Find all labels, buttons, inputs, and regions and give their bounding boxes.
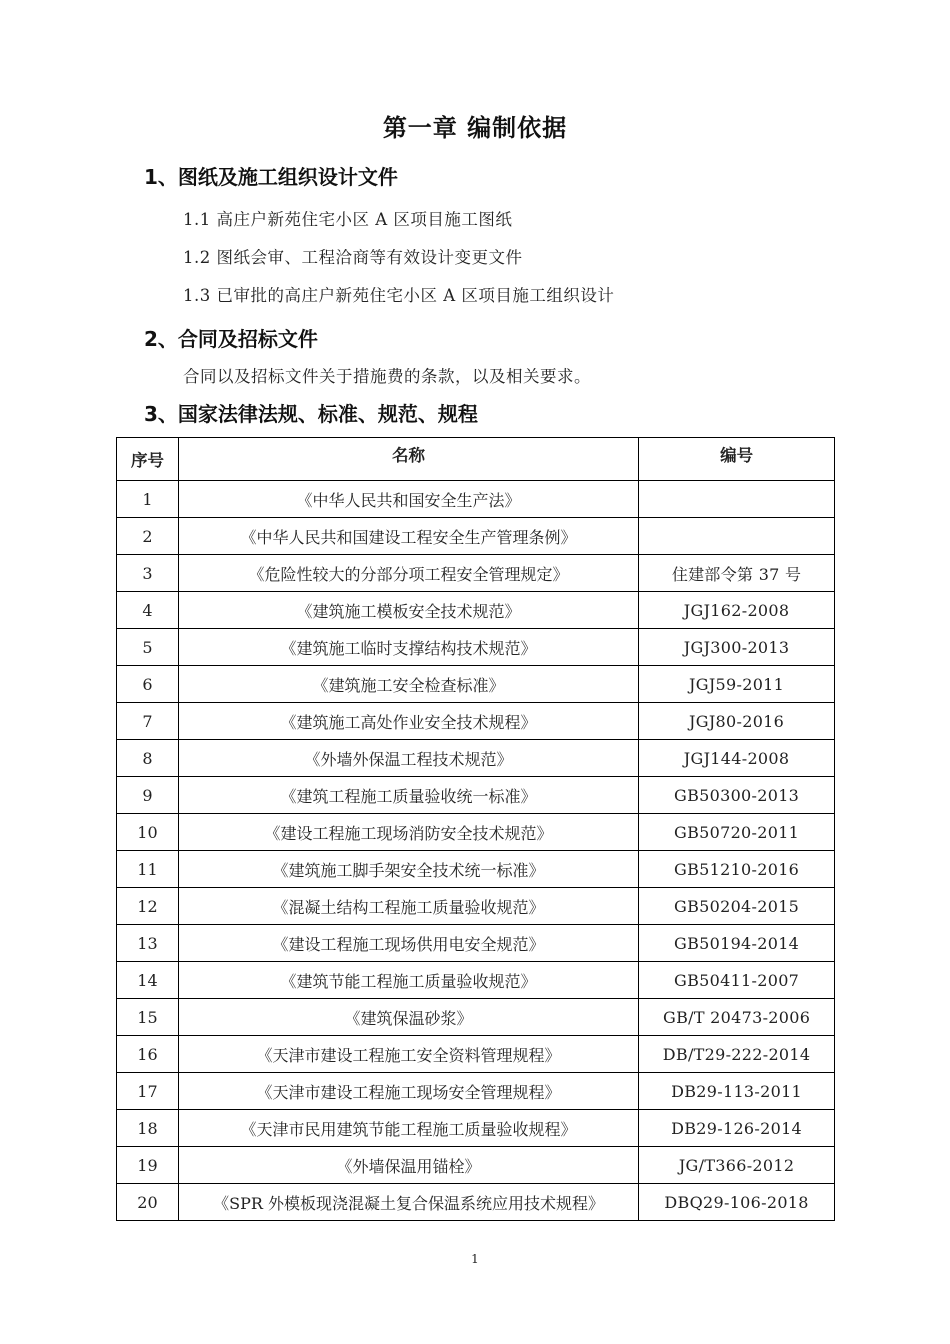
- cell-index: 19: [117, 1147, 179, 1184]
- cell-code: GB50300-2013: [639, 777, 835, 814]
- section-heading-drawings: 1、图纸及施工组织设计文件: [144, 165, 398, 189]
- table-row: [117, 851, 835, 888]
- cell-name: 《建筑施工脚手架安全技术统一标准》: [178, 851, 638, 888]
- cell-index: 11: [117, 851, 179, 888]
- cell-name: 《外墙外保温工程技术规范》: [178, 740, 638, 777]
- table-row: [117, 888, 835, 925]
- cell-code: [639, 481, 835, 518]
- cell-index: 2: [117, 518, 179, 555]
- cell-code: [639, 518, 835, 555]
- column-header-index: 序号: [117, 438, 179, 481]
- table-row: [117, 962, 835, 999]
- cell-index: 18: [117, 1110, 179, 1147]
- section-heading-regulations: 3、国家法律法规、标准、规范、规程: [144, 402, 478, 426]
- cell-name: 《建筑节能工程施工质量验收规范》: [178, 962, 638, 999]
- cell-code: GB/T 20473-2006: [639, 999, 835, 1036]
- table-row: [117, 555, 835, 592]
- cell-code: DB29-113-2011: [639, 1073, 835, 1110]
- cell-code: JGJ144-2008: [639, 740, 835, 777]
- table-row: [117, 629, 835, 666]
- cell-name: 《建筑保温砂浆》: [178, 999, 638, 1036]
- cell-index: 15: [117, 999, 179, 1036]
- cell-name: 《中华人民共和国建设工程安全生产管理条例》: [178, 518, 638, 555]
- cell-index: 9: [117, 777, 179, 814]
- cell-name: 《中华人民共和国安全生产法》: [178, 481, 638, 518]
- cell-index: 12: [117, 888, 179, 925]
- list-item: 1.1 高庄户新苑住宅小区 A 区项目施工图纸: [183, 210, 513, 229]
- table-row: [117, 1147, 835, 1184]
- cell-name: 《外墙保温用锚栓》: [178, 1147, 638, 1184]
- cell-name: 《建筑工程施工质量验收统一标准》: [178, 777, 638, 814]
- cell-code: JG/T366-2012: [639, 1147, 835, 1184]
- cell-name: 《建筑施工模板安全技术规范》: [178, 592, 638, 629]
- cell-index: 8: [117, 740, 179, 777]
- section-heading-contract: 2、合同及招标文件: [144, 327, 318, 351]
- table-body: [117, 481, 835, 1221]
- cell-name: 《建筑施工临时支撑结构技术规范》: [178, 629, 638, 666]
- cell-index: 5: [117, 629, 179, 666]
- table-row: [117, 518, 835, 555]
- table-row: [117, 1073, 835, 1110]
- chapter-title: 第一章 编制依据: [382, 114, 568, 142]
- cell-name: 《建设工程施工现场消防安全技术规范》: [178, 814, 638, 851]
- table-row: [117, 925, 835, 962]
- cell-index: 10: [117, 814, 179, 851]
- table-header-row: [117, 438, 835, 481]
- cell-code: GB50411-2007: [639, 962, 835, 999]
- cell-code: 住建部令第 37 号: [639, 555, 835, 592]
- cell-name: 《建筑施工安全检查标准》: [178, 666, 638, 703]
- list-item: 1.3 已审批的高庄户新苑住宅小区 A 区项目施工组织设计: [183, 286, 615, 305]
- cell-name: 《天津市建设工程施工安全资料管理规程》: [178, 1036, 638, 1073]
- cell-code: JGJ59-2011: [639, 666, 835, 703]
- cell-code: DB/T29-222-2014: [639, 1036, 835, 1073]
- table-row: [117, 703, 835, 740]
- standards-table: [116, 437, 835, 1221]
- list-item: 1.2 图纸会审、工程洽商等有效设计变更文件: [183, 248, 523, 267]
- cell-code: JGJ162-2008: [639, 592, 835, 629]
- cell-name: 《建设工程施工现场供用电安全规范》: [178, 925, 638, 962]
- table-row: [117, 777, 835, 814]
- cell-index: 3: [117, 555, 179, 592]
- paragraph: 合同以及招标文件关于措施费的条款，以及相关要求。: [183, 367, 591, 386]
- table-row: [117, 592, 835, 629]
- cell-code: JGJ300-2013: [639, 629, 835, 666]
- table-row: [117, 999, 835, 1036]
- cell-index: 20: [117, 1184, 179, 1221]
- cell-name: 《SPR 外模板现浇混凝土复合保温系统应用技术规程》: [178, 1184, 638, 1221]
- cell-code: DB29-126-2014: [639, 1110, 835, 1147]
- cell-code: GB50194-2014: [639, 925, 835, 962]
- cell-code: GB50204-2015: [639, 888, 835, 925]
- cell-name: 《天津市民用建筑节能工程施工质量验收规程》: [178, 1110, 638, 1147]
- cell-index: 4: [117, 592, 179, 629]
- cell-name: 《危险性较大的分部分项工程安全管理规定》: [178, 555, 638, 592]
- cell-index: 7: [117, 703, 179, 740]
- cell-name: 《混凝土结构工程施工质量验收规范》: [178, 888, 638, 925]
- cell-index: 13: [117, 925, 179, 962]
- cell-name: 《天津市建设工程施工现场安全管理规程》: [178, 1073, 638, 1110]
- column-header-name: 名称: [178, 438, 638, 481]
- table-row: [117, 1036, 835, 1073]
- column-header-code: 编号: [639, 438, 835, 481]
- table-row: [117, 814, 835, 851]
- cell-name: 《建筑施工高处作业安全技术规程》: [178, 703, 638, 740]
- cell-index: 1: [117, 481, 179, 518]
- cell-code: JGJ80-2016: [639, 703, 835, 740]
- table-row: [117, 1110, 835, 1147]
- cell-code: GB51210-2016: [639, 851, 835, 888]
- cell-index: 6: [117, 666, 179, 703]
- table-row: [117, 740, 835, 777]
- cell-code: GB50720-2011: [639, 814, 835, 851]
- cell-code: DBQ29-106-2018: [639, 1184, 835, 1221]
- table-row: [117, 481, 835, 518]
- cell-index: 14: [117, 962, 179, 999]
- cell-index: 17: [117, 1073, 179, 1110]
- table-row: [117, 666, 835, 703]
- cell-index: 16: [117, 1036, 179, 1073]
- table-row: [117, 1184, 835, 1221]
- page-number: 1: [471, 1252, 479, 1266]
